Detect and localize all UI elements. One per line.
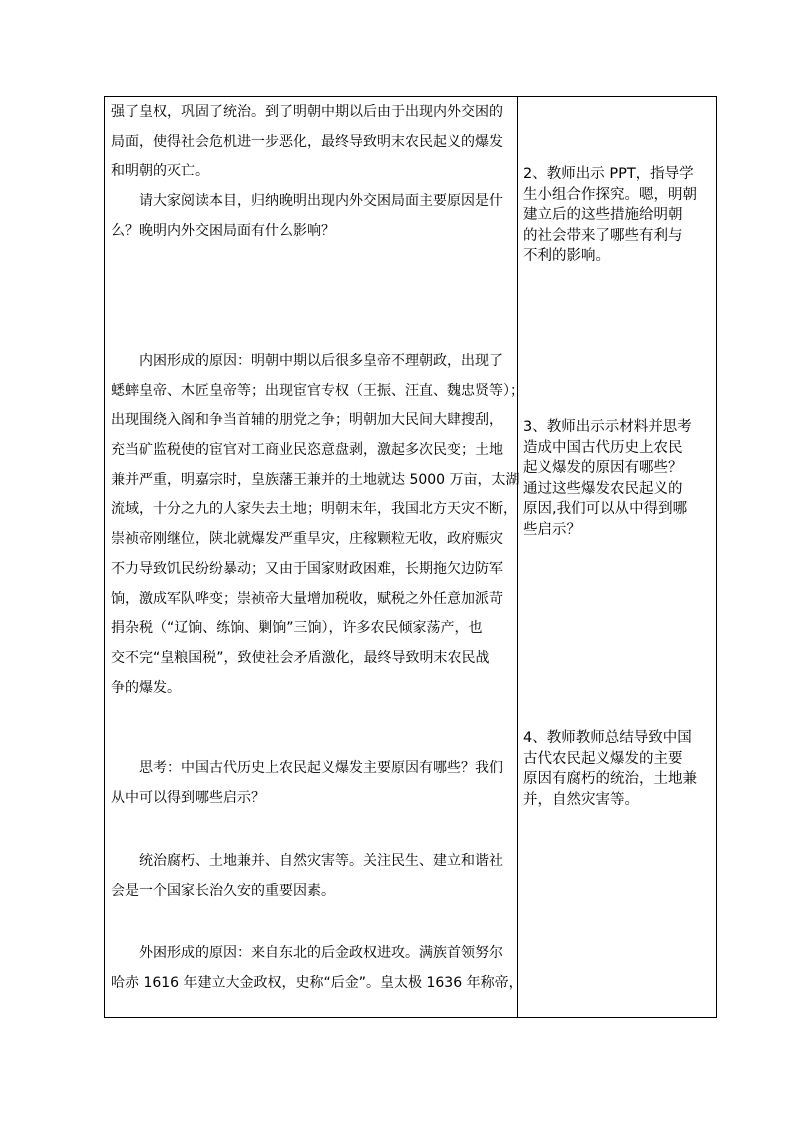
paragraph-reading-task: 请大家阅读本目，归纳晚明出现内外交困局面主要原因是什 么？晚明内外交困局面有什么影响？ [111,193,503,239]
lesson-plan-table [104,96,717,1018]
paragraph-thinking-question: 思考：中国古代历史上农民起义爆发主要原因有哪些？我们 从中可以得到哪些启示？ [111,760,503,806]
paragraph-answer: 统治腐朽、土地兼并、自然灾害等。关注民生、建立和谐社 会是一个国家长治久安的重要因素。 [111,853,503,899]
teacher-activity-3: 3、教师出示示材料并思考 造成中国古代历史上农民 起义爆发的原因有哪些？ 通过这些爆发农民起义的 原因,我们可以从中得到哪 些启示？ [523,419,692,538]
paragraph-centralization: 强了皇权，巩固了统治。到了明朝中期以后由于出现内外交困的 局面，使得社会危机进一步恶化，最终导致明末农民起义的爆发 和明朝的灭亡。 [111,104,503,180]
teacher-activity-2: 2、教师出示 PPT，指导学 生小组合作探究。嗯，明朝 建立后的这些措施给明朝 的社会带来了哪些有利与 不利的影响。 [523,166,697,264]
teacher-activity-4: 4、教师教师总结导致中国 古代农民起义爆发的主要 原因有腐朽的统治，土地兼 并，自然灾害等。 [523,730,697,808]
paragraph-internal-causes: 内困形成的原因：明朝中期以后很多皇帝不理朝政，出现了 蟋蟀皇帝、木匠皇帝等；出现宦官专权（王振、汪直、魏忠贤等）； 出现围绕入阁和争当首辅的朋党之争；明朝加大民间大肆搜刮， 充当矿监税使的宦官对工商业民恣意盘剥，激起多次民变；土地 兼并严重，明嘉宗时，皇族藩王兼并的土地就达 5000 万亩，太湖 流域，十分之九的人家失去土地；明朝末年，我国北方天灾不断， 崇祯帝刚继位，陕北就爆发严重旱灾，庄稼颗粒无收，政府赈灾 不力导致饥民纷纷暴动；又由于国家财政困难，长期拖欠边防军 饷，激成军队哗变；崇祯帝大量增加税收，赋税之外任意加派苛 捐杂税（“辽饷、练饷、剿饷”三饷），许多农民倾家荡产，也 交不完“皇粮国税”，致使社会矛盾激化，最终导致明末农民战 争的爆发。 [111,353,524,696]
paragraph-external-causes: 外困形成的原因：来自东北的后金政权进攻。满族首领努尔 哈赤 1616 年建立大金政权，史称“后金”。皇太极 1636 年称帝， [111,945,523,991]
